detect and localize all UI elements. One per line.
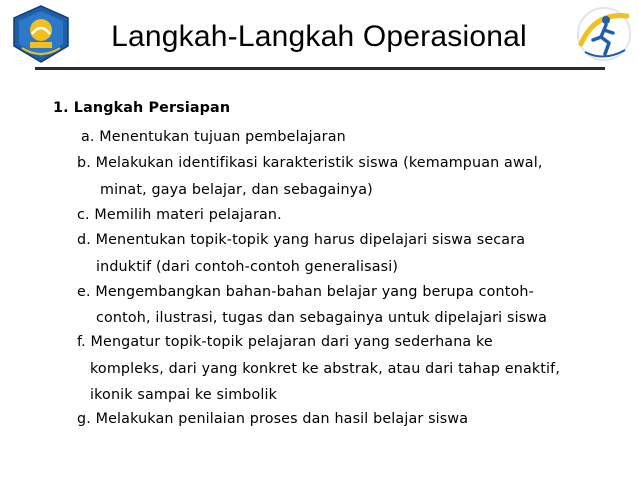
list-item: a. Menentukan tujuan pembelajaran [81,129,346,145]
list-item-continuation: kompleks, dari yang konkret ke abstrak, atau dari tahap enaktif, [90,361,561,377]
list-item: c. Memilih materi pelajaran. [77,207,282,223]
list-item: f. Mengatur topik-topik pelajaran dari yang sederhana ke [77,334,493,350]
page-title: Langkah-Langkah Operasional [111,20,527,53]
section-heading: 1. Langkah Persiapan [53,100,231,116]
list-item-continuation: ikonik sampai ke simbolik [90,387,278,403]
list-item: b. Melakukan identifikasi karakteristik siswa (kemampuan awal, [77,155,543,171]
list-item: e. Mengembangkan bahan-bahan belajar yang berupa contoh- [77,284,534,300]
list-item-continuation: induktif (dari contoh-contoh generalisasi) [96,259,399,275]
list-item: d. Menentukan topik-topik yang harus dipelajari siswa secara [77,232,526,248]
list-item-continuation: minat, gaya belajar, dan sebagainya) [100,182,373,198]
list-item: g. Melakukan penilaian proses dan hasil belajar siswa [77,411,469,427]
list-item-continuation: contoh, ilustrasi, tugas dan sebagainya untuk dipelajari siswa [96,310,548,326]
